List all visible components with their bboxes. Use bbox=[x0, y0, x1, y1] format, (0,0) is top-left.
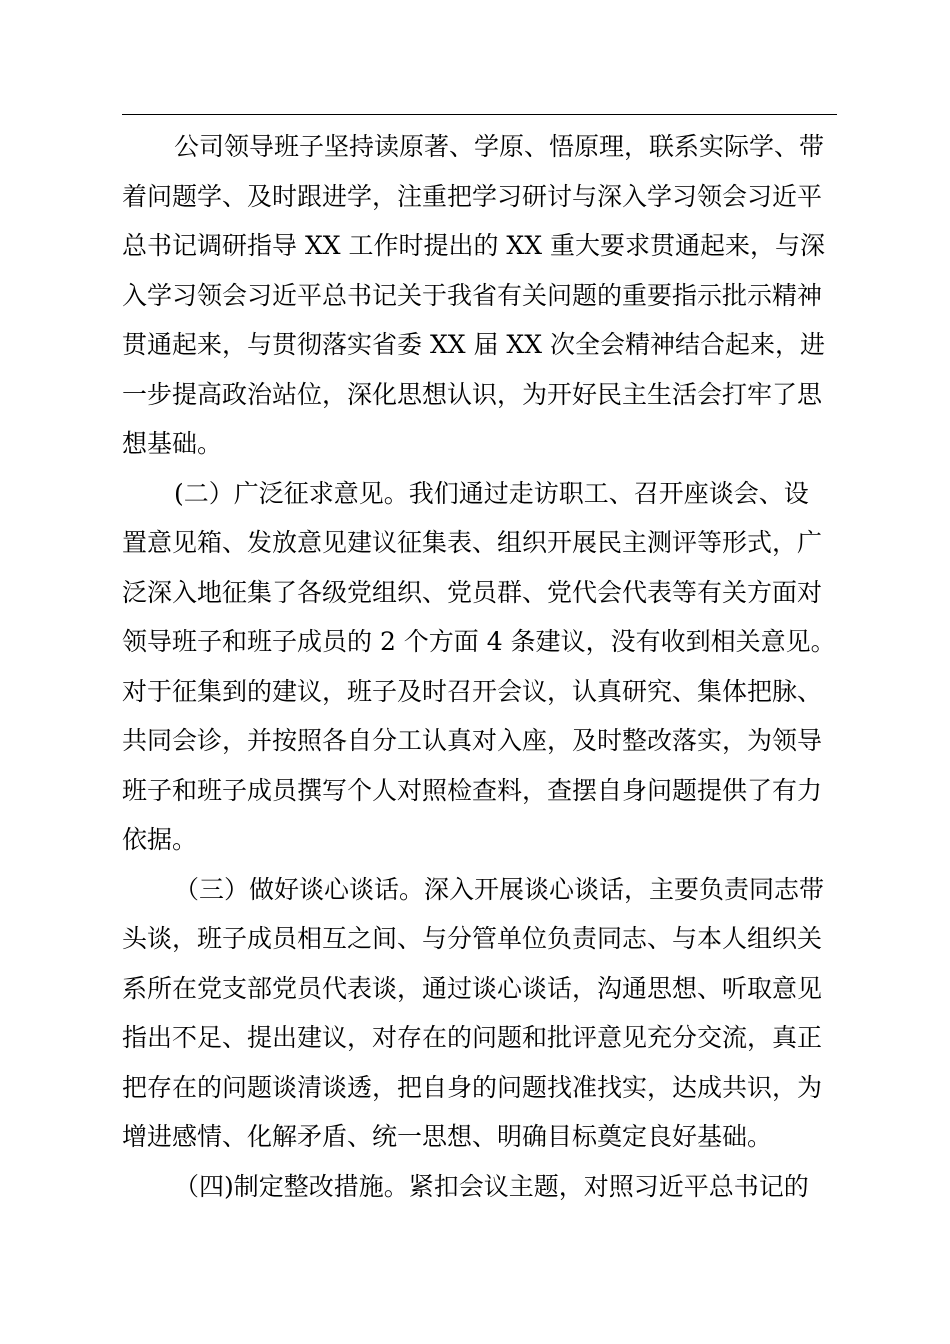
text-line: 置意见箱、发放意见建议征集表、组织开展民主测评等形式，广 bbox=[122, 528, 823, 557]
text-line: 指出不足、提出建议，对存在的问题和批评意见充分交流，真正 bbox=[122, 1023, 823, 1052]
text-line: 想基础。 bbox=[122, 429, 223, 458]
text-line: 着问题学、及时跟进学，注重把学习研讨与深入学习领会习近平 bbox=[122, 181, 823, 211]
text-line: 贯通起来，与贯彻落实省委 XX 届 XX 次全会精神结合起来，进 bbox=[122, 330, 825, 359]
text-line: 总书记调研指导 XX 工作时提出的 XX 重大要求贯通起来，与深 bbox=[122, 231, 825, 260]
text-line: 系所在党支部党员代表谈，通过谈心谈话，沟通思想、听取意见 bbox=[122, 973, 823, 1003]
text-line: 入学习领会习近平总书记关于我省有关问题的重要指示批示精神 bbox=[122, 280, 823, 310]
text-line: 班子和班子成员撰写个人对照检查料，查摆自身问题提供了有力 bbox=[122, 775, 823, 805]
text-line: （四)制定整改措施。紧扣会议主题，对照习近平总书记的 bbox=[174, 1171, 809, 1201]
text-line: 一步提高政治站位，深化思想认识，为开好民主生活会打牢了思 bbox=[122, 379, 823, 409]
text-line: (二）广泛征求意见。我们通过走访职工、召开座谈会、设 bbox=[174, 478, 809, 508]
header-rule bbox=[122, 114, 837, 115]
text-line: 头谈，班子成员相互之间、与分管单位负责同志、与本人组织关 bbox=[122, 924, 823, 953]
text-line: 共同会诊，并按照各自分工认真对入座，及时整改落实，为领导 bbox=[122, 726, 823, 755]
text-line: 泛深入地征集了各级党组织、党员群、党代会代表等有关方面对 bbox=[122, 577, 823, 607]
text-line: 对于征集到的建议，班子及时召开会议，认真研究、集体把脉、 bbox=[122, 676, 823, 706]
text-line: 公司领导班子坚持读原著、学原、悟原理，联系实际学、带 bbox=[174, 132, 825, 161]
document-body bbox=[122, 122, 837, 1211]
text-line: 依据。 bbox=[122, 825, 198, 854]
text-line: （三）做好谈心谈话。深入开展谈心谈话，主要负责同志带 bbox=[174, 874, 825, 904]
text-line: 领导班子和班子成员的 2 个方面 4 条建议，没有收到相关意见。 bbox=[122, 627, 836, 656]
text-line: 把存在的问题谈清谈透，把自身的问题找准找实，达成共识，为 bbox=[122, 1072, 823, 1102]
text-line: 增进感情、化解矛盾、统一思想、明确目标奠定良好基础。 bbox=[122, 1122, 773, 1151]
